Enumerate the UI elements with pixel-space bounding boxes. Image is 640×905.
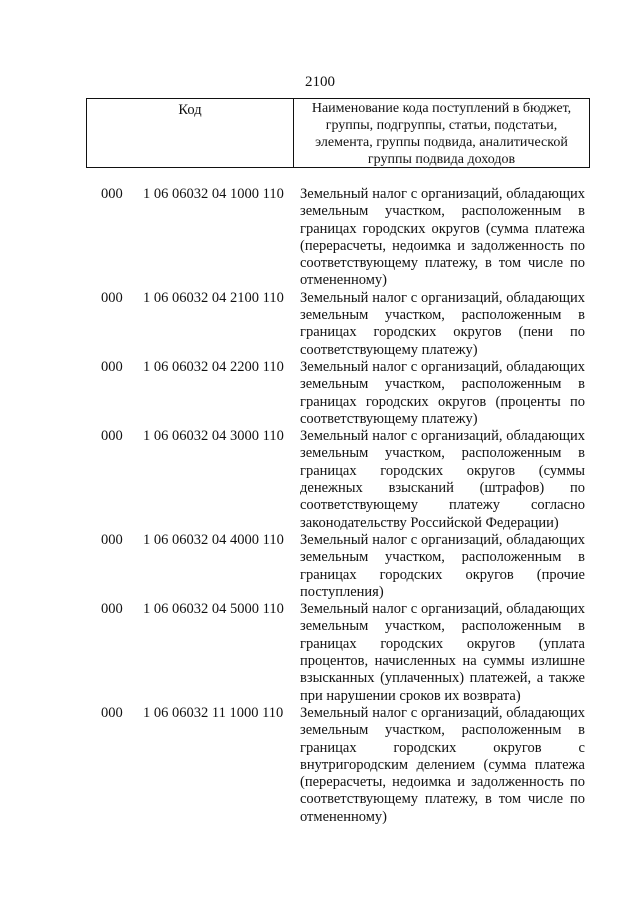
admin-code: 000: [101, 358, 123, 375]
description-line: взысканных (уплаченных) платежей, а также: [300, 670, 585, 687]
page-number: 2100: [305, 74, 335, 90]
table-row: [0, 601, 640, 705]
description-line: денежных взысканий (штрафов) по: [300, 480, 585, 497]
description-line: соответствующему платежу): [300, 341, 478, 358]
description-line: границах городских округов (прочие: [300, 566, 585, 583]
description-line: границах городских округов (проценты по: [300, 393, 585, 410]
description-line: поступления): [300, 583, 384, 600]
description-line: законодательству Российской Федерации): [300, 514, 559, 531]
header-name-line: элемента, группы подвида, аналитической: [315, 135, 568, 150]
description-line: Земельный налог с организаций, обладающих: [300, 186, 585, 202]
description-line: границах городских округов с: [300, 739, 585, 756]
code-description: [300, 428, 585, 532]
description-line: отмененному): [300, 272, 387, 289]
table-row: [0, 705, 640, 826]
code-description: [300, 186, 585, 290]
budget-classification-code: 1 06 06032 04 2100 110: [143, 289, 284, 306]
header-name-column: [294, 99, 589, 167]
description-line: Земельный налог с организаций, обладающих: [300, 601, 585, 618]
description-line: границах городских округов (пени по: [300, 324, 585, 341]
description-line: границах городских округов (уплата: [300, 635, 585, 652]
budget-classification-code: 1 06 06032 04 4000 110: [143, 531, 284, 548]
header-name-line: группы подвида доходов: [367, 152, 516, 167]
description-line: соответствующему платежу, в том числе по: [300, 791, 585, 808]
description-line: земельным участком, расположенным в: [300, 307, 585, 324]
code-description: [300, 705, 585, 826]
admin-code: 000: [101, 428, 123, 445]
admin-code: 000: [101, 186, 123, 202]
admin-code: 000: [101, 531, 123, 548]
admin-code: 000: [101, 601, 123, 618]
table-body: [0, 186, 640, 826]
table-row: [0, 359, 640, 428]
description-line: Земельный налог с организаций, обладающих: [300, 358, 585, 375]
description-line: земельным участком, расположенным в: [300, 445, 585, 462]
admin-code: 000: [101, 289, 123, 306]
header-name-line: Наименование кода поступлений в бюджет,: [311, 101, 572, 116]
budget-classification-code: 1 06 06032 04 3000 110: [143, 428, 284, 445]
description-line: (перерасчеты, недоимка и задолженность по: [300, 237, 585, 254]
description-line: Земельный налог с организаций, обладающих: [300, 289, 585, 306]
header-name-line: группы, подгруппы, статьи, подстатьи,: [325, 118, 558, 133]
table-row: [0, 186, 640, 290]
code-description: [300, 601, 585, 705]
header-code-column: Код: [87, 99, 294, 167]
description-line: земельным участком, расположенным в: [300, 203, 585, 220]
description-line: (перерасчеты, недоимка и задолженность по: [300, 774, 585, 791]
code-description: [300, 532, 585, 601]
description-line: земельным участком, расположенным в: [300, 376, 585, 393]
description-line: Земельный налог с организаций, обладающих: [300, 704, 585, 721]
description-line: границах городских округов (сумма платежа: [300, 220, 585, 237]
description-line: границах городских округов (суммы: [300, 462, 585, 479]
budget-classification-code: 1 06 06032 04 1000 110: [143, 186, 284, 202]
table-header: [86, 98, 590, 168]
description-line: внутригородским делением (сумма платежа: [300, 756, 585, 773]
description-line: Земельный налог с организаций, обладающих: [300, 428, 585, 445]
budget-classification-code: 1 06 06032 04 5000 110: [143, 601, 284, 618]
description-line: отмененному): [300, 808, 387, 825]
code-description: [300, 290, 585, 359]
description-line: процентов, начисленных на суммы излишне: [300, 653, 585, 670]
description-line: Земельный налог с организаций, обладающих: [300, 531, 585, 548]
admin-code: 000: [101, 704, 123, 721]
budget-classification-code: 1 06 06032 11 1000 110: [143, 704, 284, 721]
description-line: земельным участком, расположенным в: [300, 618, 585, 635]
description-line: земельным участком, расположенным в: [300, 549, 585, 566]
description-line: земельным участком, расположенным в: [300, 722, 585, 739]
description-line: при нарушении сроков их возврата): [300, 687, 521, 704]
description-line: соответствующему платежу согласно: [300, 497, 585, 514]
table-row: [0, 290, 640, 359]
table-row: [0, 428, 640, 532]
code-description: [300, 359, 585, 428]
description-line: соответствующему платежу, в том числе по: [300, 255, 585, 272]
description-line: соответствующему платежу): [300, 410, 478, 427]
table-row: [0, 532, 640, 601]
budget-classification-code: 1 06 06032 04 2200 110: [143, 358, 284, 375]
